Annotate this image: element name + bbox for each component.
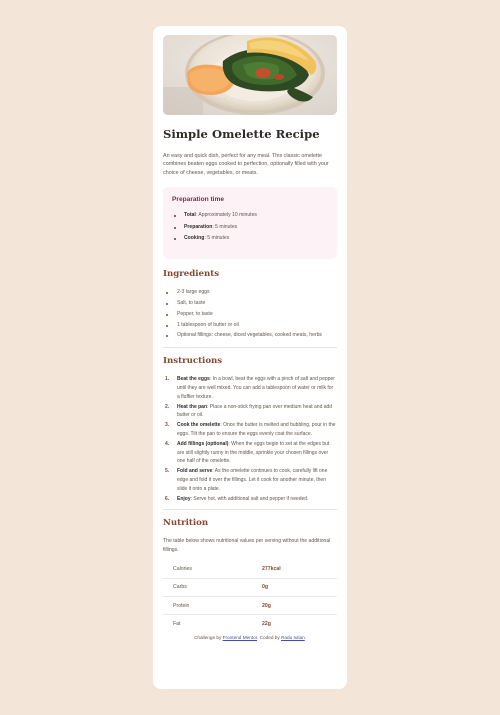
attribution-suffix: . [304,635,307,641]
prep-item-cooking [172,233,328,245]
step-number: 5. [165,468,170,475]
prep-item-text: : 5 minutes [204,235,230,242]
instructions-heading: Instructions [163,356,223,367]
recipe-card [153,26,347,689]
step-text: : Once the butter is melted and bubbling, pour in the eggs. Tilt the pan to ensure the eggs evenly coat the surface. [177,422,336,437]
ingredient-item: 1 tablespoon of butter or oil [163,320,337,331]
step-label: Cook the omelette [177,422,221,429]
table-row [163,597,337,615]
prep-item-total [172,210,328,222]
attribution-middle: . Coded by [257,635,282,641]
nutrient-value: 0g [262,584,269,591]
preparation-list [172,210,328,245]
attribution [163,635,337,640]
table-row [163,561,337,579]
instruction-step [163,467,337,493]
step-text: : In a bowl, beat the eggs with a pinch of salt and pepper until they are well mixed. You can add a tablespoon of water or milk for a fluffier texture. [177,376,335,400]
recipe-intro: An easy and quick dish, perfect for any meal. This classic omelette combines beaten eggs cooked to perfection, optionally filled with your choice of cheese, vegetables, or meats. [163,153,329,176]
step-number: 3. [165,422,170,429]
nutrient-value: 277kcal [262,566,281,573]
nutrition-section [163,518,337,633]
step-label: Heat the pan [177,403,208,410]
instructions-list [163,375,337,503]
ingredients-list [163,287,337,341]
step-number: 2. [165,403,170,410]
prep-item-label: Cooking [184,235,205,242]
nutrition-table [163,561,337,634]
step-number: 6. [165,495,170,502]
step-label: Add fillings (optional) [177,440,229,447]
ingredient-item: Pepper, to taste [163,309,337,320]
step-text: : Serve hot, with additional salt and pepper if needed. [190,495,309,502]
nutrition-heading: Nutrition [163,518,209,529]
ingredient-item: 2-3 large eggs [163,287,337,298]
nutrient-label: Calories [173,566,193,573]
nutrient-label: Fat [173,621,181,628]
step-number: 1. [165,376,170,383]
ingredients-heading: Ingredients [163,269,220,280]
prep-item-text: : 5 minutes [212,223,238,230]
ingredients-section [163,269,337,348]
nutrient-value: 20g [262,602,271,609]
step-number: 4. [165,440,170,447]
ingredient-item: Salt, to taste [163,298,337,309]
divider [163,509,337,510]
step-label: Enjoy [177,495,191,502]
page-title: Simple Omelette Recipe [163,127,320,141]
instruction-step [163,495,337,504]
step-text: : When the eggs begin to set at the edges but are still slightly runny in the middle, sprinkle your chosen fillings over one half of the omelette. [177,440,330,465]
author-link[interactable]: Radu Iulian [281,635,305,641]
instruction-step [163,403,337,421]
nutrient-label: Protein [173,602,190,609]
instructions-section [163,356,337,510]
step-label: Beat the eggs [177,376,210,383]
omelette-photo [163,35,337,115]
nutrient-label: Carbs [173,584,187,591]
step-text: : Place a non-stick frying pan over medium heat and add butter or oil. [177,403,333,419]
instruction-step [163,440,337,466]
attribution-prefix: Challenge by [193,635,223,641]
prep-item-label: Preparation [184,223,213,230]
divider [163,347,337,348]
table-row [163,615,337,633]
instruction-step [163,421,337,439]
nutrition-description: The table below shows nutritional values per serving without the additional fillings. [163,538,331,553]
prep-item-label: Total [184,212,196,219]
preparation-heading: Preparation time [172,196,225,204]
table-row [163,579,337,597]
ingredient-item: Optional fillings: cheese, diced vegetables, cooked meats, herbs [163,330,337,341]
preparation-box [163,187,337,259]
prep-item-text: : Approximately 10 minutes [195,212,257,219]
step-text: : As the omelette continues to cook, carefully lift one edge and fold it over the fillings. Let it cook for another minute, then slide it onto a plate. [177,468,328,492]
nutrient-value: 22g [262,621,271,628]
frontend-mentor-link[interactable]: Frontend Mentor [222,635,258,641]
instruction-step [163,375,337,401]
prep-item-preparation [172,222,328,234]
step-label: Fold and serve [177,468,213,475]
